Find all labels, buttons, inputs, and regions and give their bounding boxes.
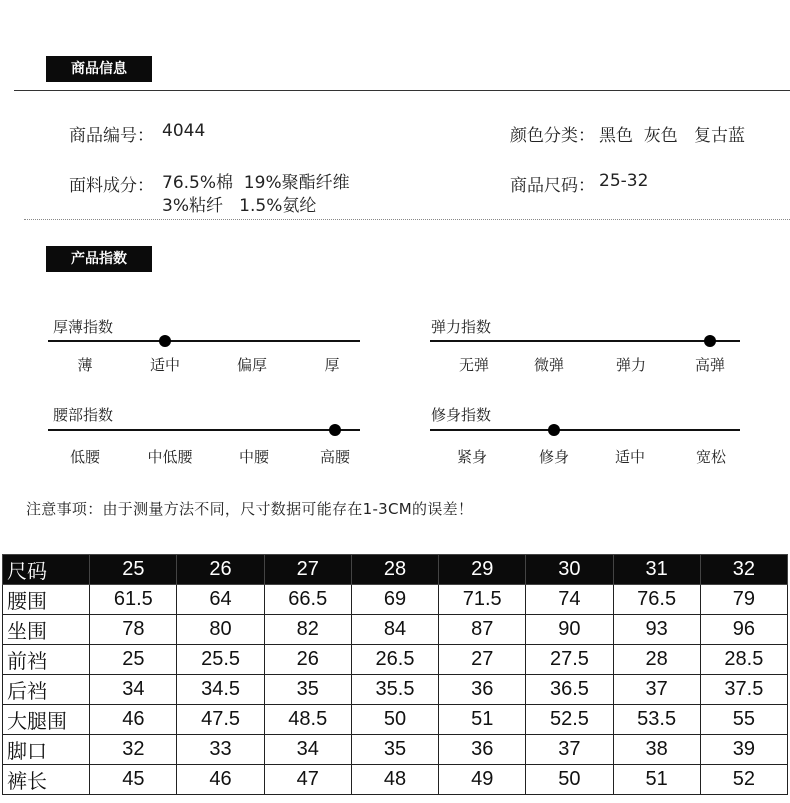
row-header-cell: 脚口 — [3, 735, 90, 765]
size-table-header — [3, 555, 788, 585]
scale-option-label: 薄 — [77, 356, 93, 374]
size-value: 25-32 — [599, 171, 649, 191]
fabric-label: 面料成分： — [69, 176, 154, 196]
size-label: 商品尺码： — [510, 176, 595, 196]
table-cell: 71.5 — [439, 585, 526, 615]
table-cell: 48.5 — [264, 705, 351, 735]
table-cell: 36 — [439, 735, 526, 765]
table-cell: 96 — [700, 615, 787, 645]
measurement-note: 注意事项：由于测量方法不同，尺寸数据可能存在1-3CM的误差！ — [26, 500, 474, 518]
scale-option-label: 厚 — [324, 356, 340, 374]
table-cell: 84 — [351, 615, 438, 645]
size-table — [2, 554, 788, 795]
table-cell: 26 — [264, 645, 351, 675]
row-header-cell: 后裆 — [3, 675, 90, 705]
fabric-value-line2: 3%粘纤 1.5%氨纶 — [162, 196, 317, 216]
table-cell: 48 — [351, 765, 438, 795]
table-cell: 36 — [439, 675, 526, 705]
table-cell: 34.5 — [177, 675, 264, 705]
color-value: 黑色 灰色 复古蓝 — [599, 126, 746, 146]
table-cell: 51 — [439, 705, 526, 735]
table-row — [3, 675, 788, 705]
scale-marker-dot — [704, 335, 716, 347]
row-header-cell: 前裆 — [3, 645, 90, 675]
table-cell: 52.5 — [526, 705, 613, 735]
header-cell: 27 — [264, 555, 351, 585]
table-cell: 47.5 — [177, 705, 264, 735]
dotted-divider — [24, 219, 790, 220]
header-cell: 26 — [177, 555, 264, 585]
scale-option-label: 宽松 — [695, 448, 726, 466]
table-cell: 90 — [526, 615, 613, 645]
table-cell: 82 — [264, 615, 351, 645]
table-cell: 35.5 — [351, 675, 438, 705]
color-label: 颜色分类： — [510, 126, 595, 146]
scale-line — [48, 340, 360, 342]
scale-option-label: 偏厚 — [236, 356, 267, 374]
table-cell: 33 — [177, 735, 264, 765]
scale-option-label: 低腰 — [69, 448, 100, 466]
header-cell: 30 — [526, 555, 613, 585]
scale-title: 弹力指数 — [431, 318, 492, 336]
scale-option-label: 中低腰 — [147, 448, 193, 466]
code-value: 4044 — [162, 121, 206, 141]
table-cell: 61.5 — [90, 585, 177, 615]
table-cell: 27 — [439, 645, 526, 675]
scale-line — [430, 340, 740, 342]
header-cell: 25 — [90, 555, 177, 585]
table-cell: 25.5 — [177, 645, 264, 675]
table-cell: 39 — [700, 735, 787, 765]
table-cell: 28.5 — [700, 645, 787, 675]
scale-line — [48, 429, 360, 431]
scale-title: 腰部指数 — [53, 406, 114, 424]
table-cell: 76.5 — [613, 585, 700, 615]
table-cell: 47 — [264, 765, 351, 795]
table-cell: 28 — [613, 645, 700, 675]
scale-option-label: 中腰 — [238, 448, 269, 466]
scale-option-label: 紧身 — [456, 448, 487, 466]
fabric-value-line1: 76.5%棉 19%聚酯纤维 — [162, 173, 350, 193]
table-cell: 87 — [439, 615, 526, 645]
header-cell: 29 — [439, 555, 526, 585]
scale-option-label: 无弹 — [458, 356, 489, 374]
table-row — [3, 645, 788, 675]
table-cell: 49 — [439, 765, 526, 795]
table-cell: 51 — [613, 765, 700, 795]
table-cell: 26.5 — [351, 645, 438, 675]
table-cell: 46 — [177, 765, 264, 795]
scale-option-label: 适中 — [614, 448, 645, 466]
table-row — [3, 615, 788, 645]
table-cell: 34 — [90, 675, 177, 705]
scale-marker-dot — [159, 335, 171, 347]
header-cell: 32 — [700, 555, 787, 585]
table-cell: 78 — [90, 615, 177, 645]
table-cell: 50 — [351, 705, 438, 735]
table-cell: 38 — [613, 735, 700, 765]
table-cell: 69 — [351, 585, 438, 615]
table-cell: 50 — [526, 765, 613, 795]
table-cell: 74 — [526, 585, 613, 615]
table-cell: 66.5 — [264, 585, 351, 615]
table-cell: 34 — [264, 735, 351, 765]
scale-option-label: 微弹 — [533, 356, 564, 374]
table-cell: 25 — [90, 645, 177, 675]
product-info-badge: 商品信息 — [46, 56, 152, 82]
row-header-cell: 裤长 — [3, 765, 90, 795]
table-cell: 64 — [177, 585, 264, 615]
table-row — [3, 585, 788, 615]
header-cell: 31 — [613, 555, 700, 585]
table-cell: 27.5 — [526, 645, 613, 675]
scale-option-label: 高腰 — [319, 448, 350, 466]
table-cell: 80 — [177, 615, 264, 645]
header-cell: 尺码 — [3, 555, 90, 585]
table-cell: 93 — [613, 615, 700, 645]
code-label: 商品编号： — [69, 126, 154, 146]
table-row — [3, 765, 788, 795]
table-cell: 79 — [700, 585, 787, 615]
table-cell: 52 — [700, 765, 787, 795]
table-cell: 37 — [526, 735, 613, 765]
scale-option-label: 弹力 — [615, 356, 646, 374]
scale-marker-dot — [329, 424, 341, 436]
row-header-cell: 腰围 — [3, 585, 90, 615]
scale-option-label: 高弹 — [694, 356, 725, 374]
table-row — [3, 735, 788, 765]
table-cell: 36.5 — [526, 675, 613, 705]
row-header-cell: 坐围 — [3, 615, 90, 645]
table-cell: 37 — [613, 675, 700, 705]
scale-option-label: 修身 — [538, 448, 569, 466]
table-cell: 46 — [90, 705, 177, 735]
section-divider — [14, 90, 790, 91]
scale-marker-dot — [548, 424, 560, 436]
table-row — [3, 705, 788, 735]
table-cell: 45 — [90, 765, 177, 795]
table-cell: 53.5 — [613, 705, 700, 735]
table-cell: 32 — [90, 735, 177, 765]
header-cell: 28 — [351, 555, 438, 585]
table-cell: 55 — [700, 705, 787, 735]
scale-line — [430, 429, 740, 431]
table-cell: 35 — [351, 735, 438, 765]
row-header-cell: 大腿围 — [3, 705, 90, 735]
table-cell: 35 — [264, 675, 351, 705]
product-index-badge: 产品指数 — [46, 246, 152, 272]
scale-title: 厚薄指数 — [53, 318, 114, 336]
scale-title: 修身指数 — [431, 406, 492, 424]
scale-option-label: 适中 — [149, 356, 180, 374]
table-cell: 37.5 — [700, 675, 787, 705]
